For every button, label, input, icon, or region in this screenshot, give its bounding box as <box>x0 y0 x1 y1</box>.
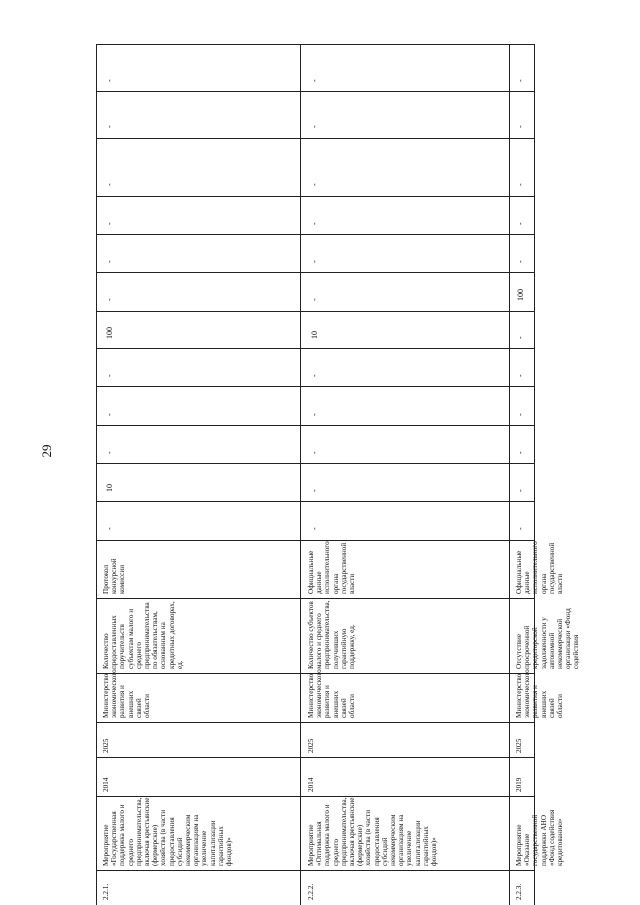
value-cell: - <box>310 527 319 530</box>
value-cell: - <box>516 374 525 377</box>
value-cell: - <box>105 374 114 377</box>
table-line <box>96 272 534 273</box>
value-cell: 10 <box>105 484 114 492</box>
data-source: Протокол конкурсной комиссии <box>102 558 127 594</box>
activity-name: Мероприятие «Оказание государственной поддержки АНО «Фонд содействия кредитованию» <box>515 809 565 866</box>
row-number: 2.2.3. <box>515 883 523 900</box>
value-cell: - <box>516 260 525 263</box>
start-year: 2014 <box>102 777 110 792</box>
table-line <box>96 196 534 197</box>
row-number: 2.2.2. <box>307 883 315 900</box>
table-line <box>96 870 534 871</box>
table-line <box>96 311 534 312</box>
table-line <box>96 44 534 45</box>
table-line <box>96 540 534 541</box>
table-line <box>534 44 535 905</box>
value-cell: - <box>310 183 319 186</box>
value-cell: - <box>516 489 525 492</box>
data-source: Официальные данные исполнительного органа государственной власти <box>307 541 357 594</box>
indicator: Отсутствие просроченной кредиторской задолженности у автономной некоммерческой организации «Фонд содействия <box>515 608 581 669</box>
value-cell: - <box>310 298 319 301</box>
value-cell: 10 <box>310 331 319 339</box>
end-year: 2025 <box>102 738 110 753</box>
table-line <box>96 386 534 387</box>
table-line <box>96 425 534 426</box>
value-cell: - <box>310 125 319 128</box>
end-year: 2025 <box>515 738 523 753</box>
value-cell: - <box>105 413 114 416</box>
table-line <box>300 44 301 905</box>
value-cell: - <box>516 336 525 339</box>
start-year: 2014 <box>307 777 315 792</box>
value-cell: - <box>105 527 114 530</box>
value-cell: 100 <box>516 289 525 301</box>
table-line <box>96 501 534 502</box>
indicator: Количество субъектов малого и среднего предпринимательства, получивших гарантийную поддержку, ед. <box>307 600 357 669</box>
start-year: 2019 <box>515 777 523 792</box>
activity-name: Мероприятие «Государственная поддержка малого и среднего предпринимательства, включая крестьянские (фермерские) хозяйства (в части предоставления субсидий некоммерческим организациям на увеличение капитализации гарантийных фондов)» <box>102 797 234 866</box>
value-cell: - <box>310 451 319 454</box>
data-source: Официальные данные исполнительного органа государственной власти <box>515 541 565 594</box>
value-cell: - <box>105 260 114 263</box>
value-cell: - <box>105 451 114 454</box>
end-year: 2025 <box>307 738 315 753</box>
table-line <box>96 91 534 92</box>
value-cell: - <box>310 79 319 82</box>
value-cell: - <box>105 125 114 128</box>
value-cell: - <box>105 298 114 301</box>
value-cell: - <box>516 183 525 186</box>
value-cell: - <box>310 413 319 416</box>
value-cell: - <box>310 489 319 492</box>
table-line <box>96 463 534 464</box>
value-cell: - <box>105 79 114 82</box>
value-cell: - <box>516 527 525 530</box>
executor: Министерство экономического развития и внешних связей области <box>515 669 565 718</box>
value-cell: - <box>516 222 525 225</box>
table-line <box>96 348 534 349</box>
value-cell: - <box>516 451 525 454</box>
table-line <box>509 44 510 905</box>
executor: Министерство экономического развития и внешних связей области <box>102 669 152 718</box>
table-line <box>96 234 534 235</box>
value-cell: - <box>516 413 525 416</box>
value-cell: - <box>310 374 319 377</box>
value-cell: - <box>310 260 319 263</box>
executor: Министерство экономического развития и внешних связей области <box>307 669 357 718</box>
indicator: Количество предоставленных поручительств субъектам малого и среднего предпринимательства по обязательствам, основанным на кредитных договорах, ед. <box>102 601 184 669</box>
value-cell: - <box>105 222 114 225</box>
value-cell: - <box>310 222 319 225</box>
value-cell: - <box>516 79 525 82</box>
table-line <box>96 44 97 905</box>
value-cell: - <box>105 183 114 186</box>
value-cell: - <box>516 125 525 128</box>
activity-name: Мероприятие «Оптимальная поддержка малого и среднего предпринимательства, включая крестьянские (фермерские) хозяйства (в части предоставления субсидий некоммерческим организациям на увеличение капитализации гарантийных фондов)» <box>307 797 439 866</box>
row-number: 2.2.1. <box>102 883 110 900</box>
table-line <box>96 138 534 139</box>
value-cell: 100 <box>105 327 114 339</box>
page-number: 29 <box>39 444 54 458</box>
